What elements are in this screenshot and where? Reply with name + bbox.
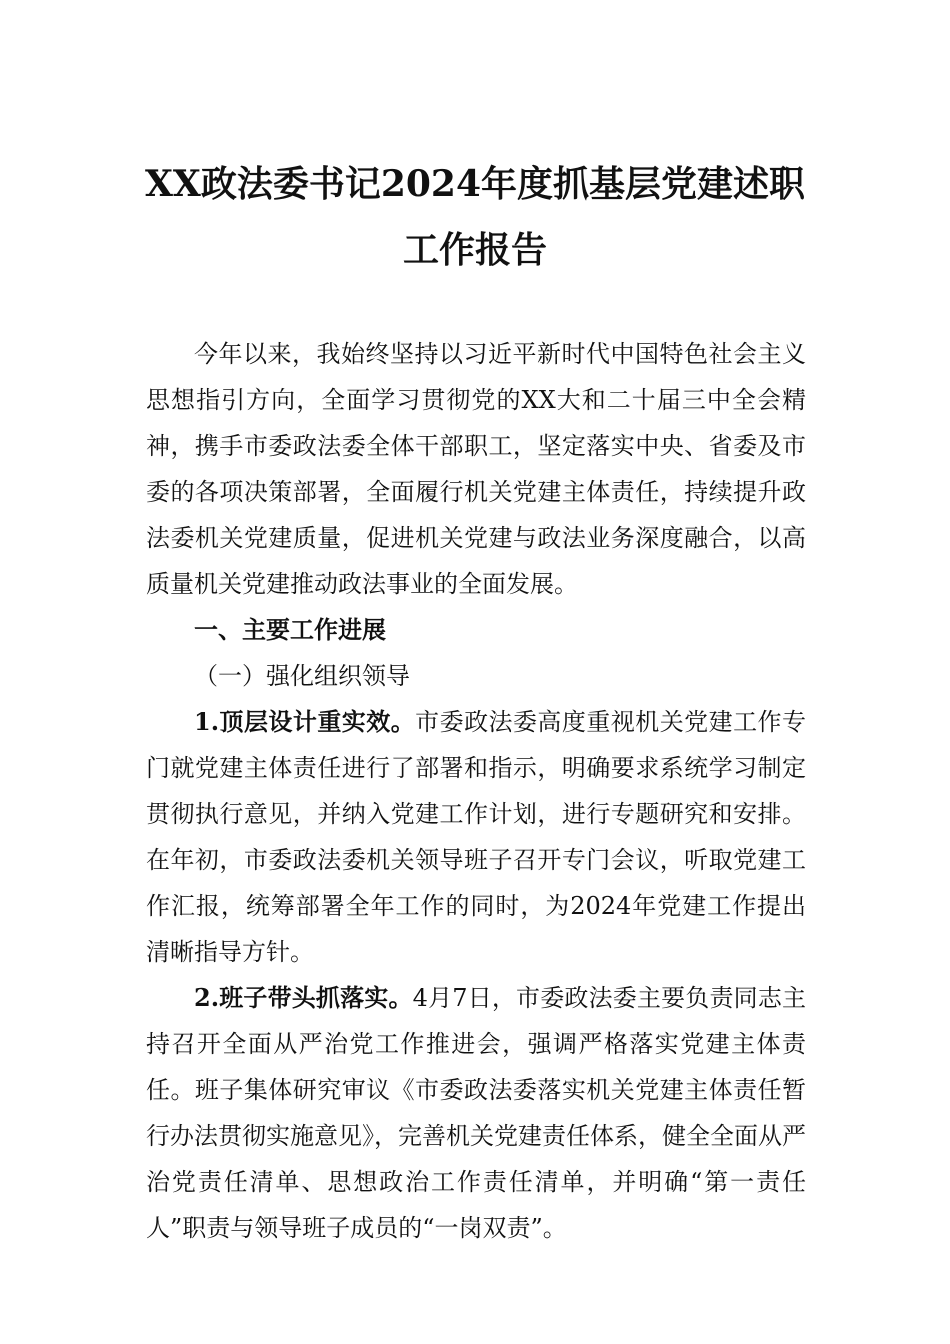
item2-paragraph	[146, 975, 806, 1251]
item1-paragraph	[146, 699, 806, 975]
intro-paragraph: 今年以来，我始终坚持以习近平新时代中国特色社会主义思想指引方向，全面学习贯彻党的XX大和二十届三中全会精神，携手市委政法委全体干部职工，坚定落实中央、省委及市委的各项决策部署，全面履行机关党建主体责任，持续提升政法委机关党建质量，促进机关党建与政法业务深度融合，以高质量机关党建推动政法事业的全面发展。	[146, 340, 806, 598]
document-title-line2: 工作报告	[402, 229, 547, 271]
item1-lead: 1.顶层设计重实效。	[194, 707, 416, 736]
item2-lead: 2.班子带头抓落实。	[194, 983, 413, 1012]
section1-heading: 一、主要工作进展	[194, 615, 386, 644]
subsection1-heading: （一）强化组织领导	[194, 662, 410, 690]
item1-text: 市委政法委高度重视机关党建工作专门就党建主体责任进行了部署和指示，明确要求系统学习制定贯彻执行意见，并纳入党建工作计划，进行专题研究和安排。在年初，市委政法委机关领导班子召开专门会议，听取党建工作汇报，统筹部署全年工作的同时，为2024年党建工作提出清晰指导方针。	[146, 708, 806, 966]
document-title-line1: XX政法委书记2024年度抓基层党建述职	[144, 163, 806, 205]
document-body	[146, 331, 806, 1251]
item2-text: 4月7日，市委政法委主要负责同志主持召开全面从严治党工作推进会，强调严格落实党建主体责任。班子集体研究审议《市委政法委落实机关党建主体责任暂行办法贯彻实施意见》，完善机关党建责任体系，健全全面从严治党责任清单、思想政治工作责任清单，并明确“第一责任人”职责与领导班子成员的“一岗双责”。	[146, 984, 806, 1242]
